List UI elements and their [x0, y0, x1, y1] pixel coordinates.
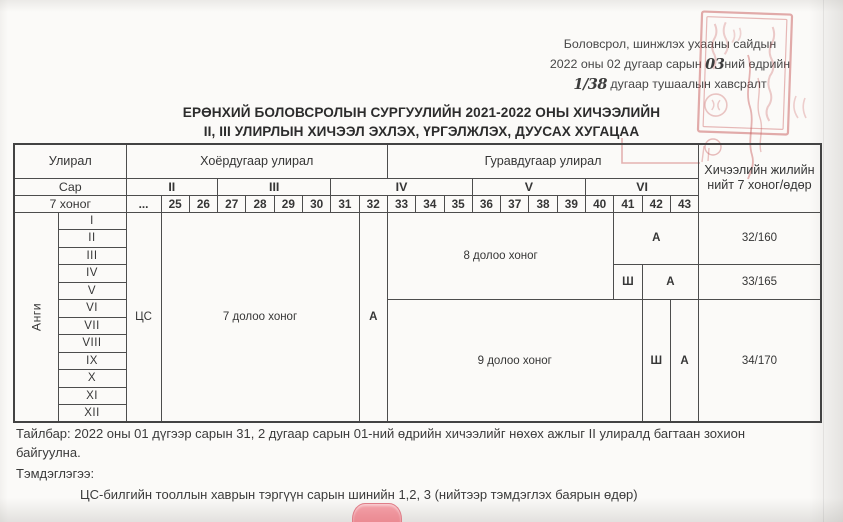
week-number: 38: [529, 195, 557, 212]
handwritten-day: 03: [705, 56, 725, 73]
week-number: 27: [218, 195, 246, 212]
grade-label: IX: [58, 352, 126, 370]
q2-holiday-cell: А: [359, 212, 387, 422]
month-IV: IV: [331, 178, 473, 195]
grade-axis: [14, 212, 58, 422]
grade-label: XII: [58, 405, 126, 423]
legend-title: Тэмдэглэгээ:: [16, 466, 95, 481]
week-row-label: 7 хоног: [14, 195, 126, 212]
month-row-label: Сар: [14, 178, 126, 195]
total-grades-4-5: 33/165: [699, 265, 821, 300]
schedule-table: [13, 143, 822, 423]
month-VI: VI: [585, 178, 698, 195]
quarter-3-header: Гуравдугаар улирал: [387, 144, 698, 178]
holiday-grades-6-12-cell: А: [670, 300, 698, 423]
week-number: 34: [416, 195, 444, 212]
handwritten-order-number: 1/38: [573, 76, 607, 93]
week-number: 32: [359, 195, 387, 212]
holiday-grades-4-5-cell: А: [642, 265, 699, 300]
footnote: Тайлбар: 2022 оны 01 дүгээр сарын 31, 2 дугаар сарын 01-ний өдрийн хичээлийг нөхөх ажлыг II улиралд багтаан зохион байгуулна.: [16, 426, 746, 460]
tsagaan-sar-cell: ЦС: [126, 212, 161, 422]
grade-label: VI: [58, 300, 126, 318]
page-title-line2: II, III УЛИРЛЫН ХИЧЭЭЛ ЭХЛЭХ, ҮРГЭЛЖЛЭХ, ДУУСАХ ХУГАЦАА: [203, 124, 640, 139]
grade-label: XI: [58, 387, 126, 405]
week-number: 31: [331, 195, 359, 212]
q3-weeks-grades-1-5-cell: 8 долоо хоног: [387, 212, 613, 300]
week-number: 35: [444, 195, 472, 212]
week-number: 40: [585, 195, 613, 212]
approval-note-line3: 1/38 дугаар тушаалын хавсралт: [573, 76, 767, 93]
page-title-line1: ЕРӨНХИЙ БОЛОВСРОЛЫН СУРГУУЛИЙН 2021-2022 ОНЫ ХИЧЭЭЛИЙН: [182, 105, 661, 120]
page-title: [0, 103, 843, 141]
week-number: 30: [302, 195, 330, 212]
week-number: 37: [501, 195, 529, 212]
exam-grades-6-12-cell: Ш: [642, 300, 670, 423]
q2-weeks-cell: 7 долоо хоног: [161, 212, 359, 422]
approval-note: [538, 35, 802, 94]
grade-axis-label: Анги: [29, 302, 44, 331]
pink-sticker: [352, 503, 402, 522]
total-column-header: Хичээлийн жилийн нийт 7 хоног/өдөр: [699, 144, 821, 212]
grade-label: I: [58, 212, 126, 230]
quarter-2-header: Хоёрдугаар улирал: [126, 144, 387, 178]
total-grades-6-12: 34/170: [699, 300, 821, 423]
week-number: 26: [189, 195, 217, 212]
grade-label: X: [58, 370, 126, 388]
approval-note-line1: Боловсрол, шинжлэх ухааны сайдын: [563, 37, 777, 51]
month-II: II: [126, 178, 218, 195]
week-number: 36: [472, 195, 500, 212]
week-number: 33: [387, 195, 415, 212]
grade-label: II: [58, 230, 126, 248]
month-V: V: [472, 178, 585, 195]
week-number: 43: [670, 195, 698, 212]
week-number: 42: [642, 195, 670, 212]
quarter-corner-label: Улирал: [14, 144, 126, 178]
grade-label: VIII: [58, 335, 126, 353]
grade-label: IV: [58, 265, 126, 283]
week-number: 29: [274, 195, 302, 212]
week-number: 39: [557, 195, 585, 212]
week-ellipsis: ...: [126, 195, 161, 212]
week-number: 41: [614, 195, 642, 212]
exam-grades-4-5-cell: Ш: [614, 265, 642, 300]
q3-weeks-grades-6-12-cell: 9 долоо хоног: [387, 300, 642, 423]
holiday-grades-1-3-cell: А: [614, 212, 699, 265]
approval-note-line2: 2022 оны 02 дугаар сарын 03ний өдрийн: [549, 56, 791, 73]
month-III: III: [218, 178, 331, 195]
grade-label: VII: [58, 317, 126, 335]
grade-label: V: [58, 282, 126, 300]
total-grades-1-3: 32/160: [699, 212, 821, 265]
week-number: 25: [161, 195, 189, 212]
grade-label: III: [58, 247, 126, 265]
legend-item: ЦС-билгийн тооллын хаврын тэргүүн сарын шинийн 1,2, 3 (нийтээр тэмдэглэх баярын өдөр): [80, 487, 638, 502]
week-number: 28: [246, 195, 274, 212]
